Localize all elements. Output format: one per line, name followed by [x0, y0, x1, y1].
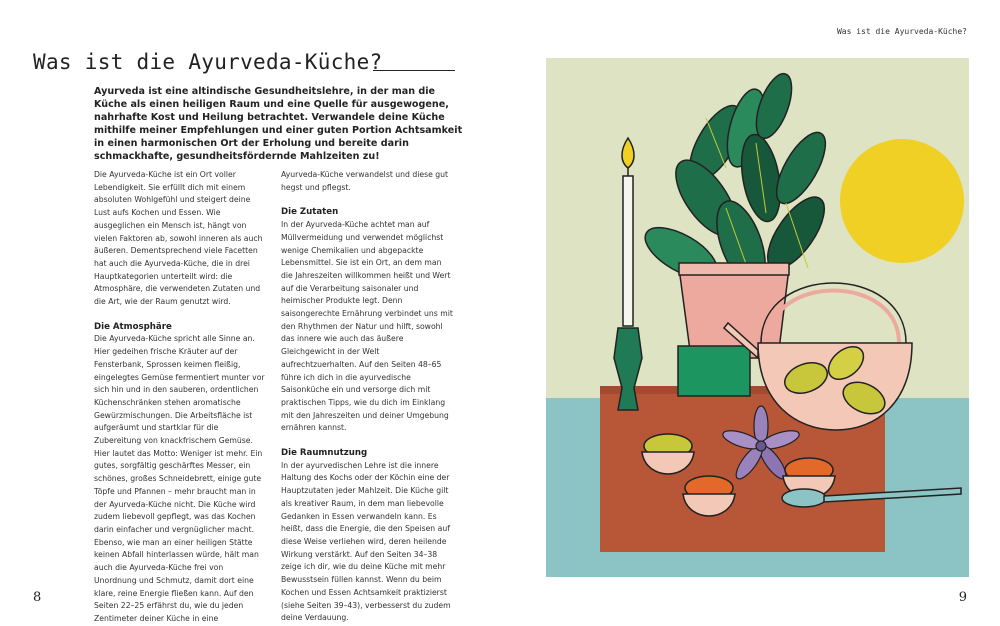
page-number-left: 8 [33, 590, 42, 605]
intro-paragraph: Die Ayurveda-Küche ist ein Ort voller Lebendigkeit. Sie erfüllt dich mit einem absoluten Wohlgefühl und steigert deine Lust aufs Kochen und Essen. Wie ausgeglichen ein Mensch ist, hängt von vielen Faktoren ab, sowohl inneren als auch äußeren. Dementsprechend viele Facetten hat auch die Ayurveda-Küche, die in drei Hauptkategorien unterteilt wird: die Atmosphäre, die verwendeten Zutaten und die Art, wie der Raum genutzt wird. [94, 170, 263, 307]
lead-paragraph: Ayurveda ist eine altindische Gesundheitslehre, in der man die Küche als einen heiligen Raum und eine Quelle für ausgewogene, nahrhafte Kost und Heilung betrachtet. Verwandele deine Küche mithilfe meiner Empfehlungen und einer guten Portion Achtsamkeit in einen harmonischen Ort der Erholung und bereite darin schmackhafte, gesundheitsfördernde Mahlzeiten zu! [94, 86, 463, 162]
running-header: Was ist die Ayurveda-Küche? [836, 27, 967, 36]
sun-icon [840, 139, 964, 263]
raumnutzung-paragraph: In der ayurvedischen Lehre ist die innere Haltung des Kochs oder der Köchin eine der Hauptzutaten jeder Mahlzeit. Die Küche gilt als kreativer Raum, in dem man liebevolle Gedanken in Essen verwandeln kann. Es heißt, dass die Energie, die den Speisen auf diese Weise verliehen wird, deren heilende Wirkung verstärkt. Auf den Seiten 34–38 zeige ich dir, wie du deine Küche mit mehr Bewusstsein füllen kannst. Wenn du beim Kochen und Essen Achtsamkeit praktizierst (siehe Seiten 39–43), verbesserst du zudem deine Verdauung. [281, 460, 451, 623]
kitchen-illustration [546, 58, 969, 577]
atmosphaere-continued: Ayurveda-Küche verwandelst und diese gut hegst und pflegst. [281, 170, 449, 192]
title-rule [373, 70, 455, 71]
page-number-right: 9 [958, 590, 967, 605]
section-heading-zutaten: Die Zutaten [281, 207, 339, 218]
text-column-left [94, 169, 266, 626]
section-heading-raumnutzung: Die Raumnutzung [281, 448, 368, 459]
page-title: Was ist die Ayurveda-Küche? [33, 50, 383, 74]
section-heading-atmosphaere: Die Atmosphäre [94, 321, 172, 332]
green-box [678, 346, 750, 396]
text-column-right [281, 169, 453, 625]
zutaten-paragraph: In der Ayurveda-Küche achtet man auf Müllvermeidung und verwendet möglichst wenige Chemikalien und abgepackte Lebensmittel. Sie ist ein Ort, an dem man die Jahreszeiten willkommen heißt und Wert auf die Verarbeitung saisonaler und heimischer Produkte legt. Denn saisongerechte Ernährung verbindet uns mit den Rhythmen der Natur und hilft, sowohl das innere wie auch das äußere Gleichgewicht in der Welt aufrechtzuerhalten. Auf den Seiten 48–65 führe ich dich in die ayurvedische Saisonküche ein und versorge dich mit praktischen Tipps, wie du dich im Einklang mit den Jahreszeiten und deiner Umgebung ernähren kannst. [281, 220, 453, 433]
atmosphaere-paragraph: Die Ayurveda-Küche spricht alle Sinne an. Hier gedeihen frische Kräuter auf der Fensterbank, Sprossen keimen fleißig, eingelegtes Gemüse fermentiert munter vor sich hin und in den sauberen, ordentlichen Küchenschränken stehen aromatische Gewürzmischungen. Die Arbeitsfläche ist aufgeräumt und startklar für die Zubereitung von knackfrischem Gemüse. Hier lautet das Motto: Weniger ist mehr. Ein gutes, sorgfältig geschärftes Messer, ein schönes, großes Schneidebrett, einige gute Töpfe und Pfannen – mehr braucht man in der Ayurveda-Küche nicht. Die Küche wird zudem liebevoll gepflegt, was das Kochen darin einfacher und vergnüglicher macht. Ebenso, wie man an einer heiligen Stätte keinen Abfall hinterlassen würde, hält man auch die Ayurveda-Küche frei von Unordnung und Schmutz, damit dort eine klare, reine Energie fließen kann. Auf den Seiten 22–25 erfährst du, wie du jeden Zentimeter deiner Küche in eine [94, 334, 265, 623]
